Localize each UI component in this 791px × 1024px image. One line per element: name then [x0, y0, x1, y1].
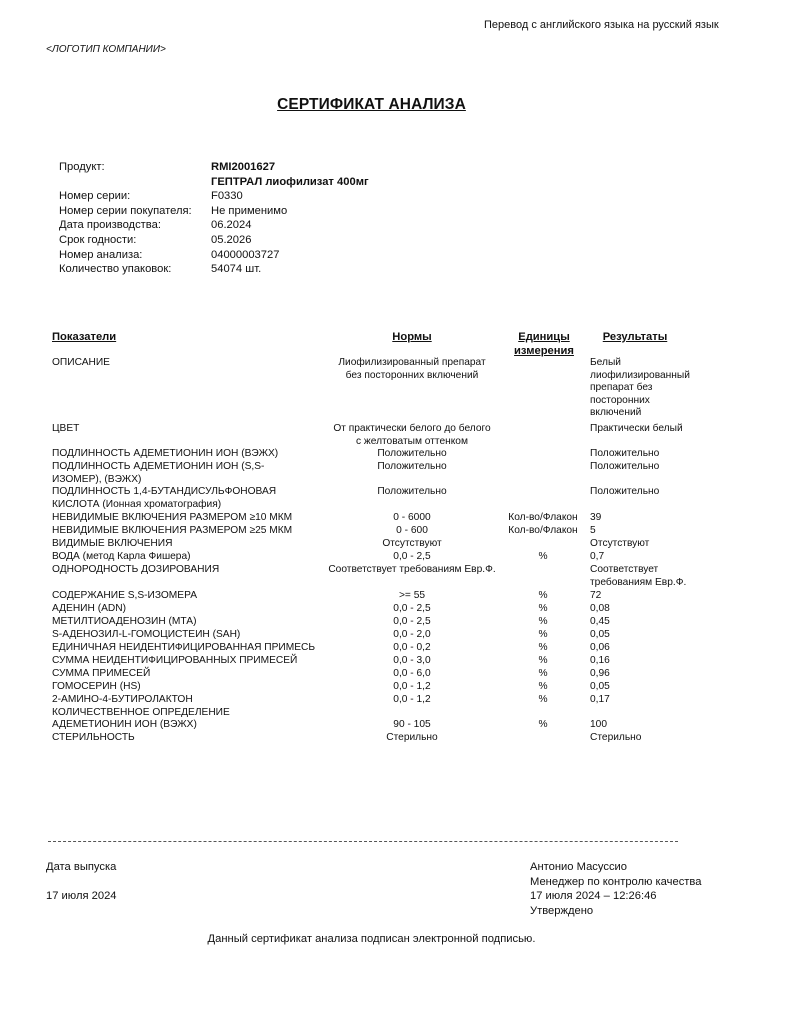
norm-cell: 0,0 - 0,2: [393, 642, 431, 653]
info-value: F0330: [211, 190, 243, 203]
info-label: Количество упаковок:: [59, 263, 172, 276]
norm-cell: 0,0 - 6,0: [393, 668, 431, 679]
info-value: ГЕПТРАЛ лиофилизат 400мг: [211, 175, 369, 188]
unit-cell: %: [538, 629, 548, 640]
result-cell: 0,08: [590, 603, 610, 614]
info-value: 54074 шт.: [211, 263, 262, 276]
header-results: Результаты: [602, 331, 668, 343]
norm-cell: Стерильно: [386, 732, 438, 743]
param-cell: 2-АМИНО-4-БУТИРОЛАКТОН: [52, 694, 193, 705]
unit-cell: Кол-во/Флакон: [508, 512, 578, 523]
info-label: Номер серии:: [59, 190, 131, 203]
norm-cell: Соответствует требованиям Евр.Ф.: [328, 564, 496, 575]
norm-cell: Отсутствуют: [382, 538, 442, 549]
param-cell: НЕВИДИМЫЕ ВКЛЮЧЕНИЯ РАЗМЕРОМ ≥10 МКМ: [52, 512, 293, 523]
param-cell: АДЕНИН (ADN): [52, 603, 126, 614]
result-cell: 0,17: [590, 694, 610, 705]
result-cell: 0,05: [590, 681, 610, 692]
norm-cell: 0,0 - 1,2: [393, 694, 431, 705]
result-cell: 5: [590, 525, 596, 536]
param-cell: ВОДА (метод Карла Фишера): [52, 551, 191, 562]
norm-cell: 0,0 - 2,0: [393, 629, 431, 640]
info-value: RMI2001627: [211, 161, 276, 173]
unit-cell: %: [538, 590, 548, 601]
param-cell: ЕДИНИЧНАЯ НЕИДЕНТИФИЦИРОВАННАЯ ПРИМЕСЬ: [52, 642, 316, 653]
electronic-signature-note: Данный сертификат анализа подписан электронной подписью.: [207, 933, 536, 945]
param-cell: СУММА ПРИМЕСЕЙ: [52, 668, 151, 679]
result-cell: 0,7: [590, 551, 605, 562]
norm-cell: 0,0 - 2,5: [393, 551, 431, 562]
param-cell: СУММА НЕИДЕНТИФИЦИРОВАННЫХ ПРИМЕСЕЙ: [52, 655, 298, 666]
signature-datetime: 17 июля 2024 – 12:26:46: [530, 890, 657, 903]
result-cell: Практически белый: [590, 423, 683, 434]
result-cell: 0,45: [590, 616, 610, 627]
param-cell: ВИДИМЫЕ ВКЛЮЧЕНИЯ: [52, 538, 173, 549]
norm-cell: Положительно: [377, 461, 447, 472]
norm-cell: 0,0 - 1,2: [393, 681, 431, 692]
header-units: Единицы измерения: [514, 331, 574, 357]
company-logo-placeholder: <ЛОГОТИП КОМПАНИИ>: [46, 44, 166, 55]
param-cell: ОПИСАНИЕ: [52, 357, 110, 368]
unit-cell: %: [538, 681, 548, 692]
norm-cell: 0 - 6000: [393, 512, 431, 523]
result-cell: 72: [590, 590, 602, 601]
info-value: 05.2026: [211, 233, 252, 246]
header-parameters: Показатели: [52, 331, 117, 343]
param-cell: СТЕРИЛЬНОСТЬ: [52, 732, 135, 743]
translation-note: Перевод с английского языка на русский язык: [484, 19, 719, 31]
norm-cell: 0 - 600: [396, 525, 428, 536]
info-label: Номер серии покупателя:: [59, 204, 192, 217]
norm-cell: Положительно: [377, 448, 447, 459]
issue-date: 17 июля 2024: [46, 890, 117, 902]
param-cell: СОДЕРЖАНИЕ S,S-ИЗОМЕРА: [52, 590, 198, 601]
param-cell: КОЛИЧЕСТВЕННОЕ ОПРЕДЕЛЕНИЕ: [52, 707, 230, 718]
unit-cell: %: [538, 616, 548, 627]
signatory-position: Менеджер по контролю качества: [530, 875, 702, 888]
param-cell: ПОДЛИННОСТЬ АДЕМЕТИОНИН ИОН (ВЭЖХ): [52, 448, 279, 459]
norm-cell: 0,0 - 2,5: [393, 603, 431, 614]
result-cell: 0,05: [590, 629, 610, 640]
result-cell: Отсутствуют: [590, 538, 650, 549]
separator-line: [48, 841, 678, 845]
unit-cell: %: [538, 694, 548, 705]
unit-cell: %: [538, 655, 548, 666]
unit-cell: %: [538, 551, 548, 562]
param-cell: МЕТИЛТИОАДЕНОЗИН (МТА): [52, 616, 197, 627]
param-cell: ЦВЕТ: [52, 423, 80, 434]
param-cell: ГОМОСЕРИН (HS): [52, 681, 141, 692]
result-cell: Положительно: [590, 448, 660, 459]
norm-cell: 0,0 - 3,0: [393, 655, 431, 666]
param-cell: НЕВИДИМЫЕ ВКЛЮЧЕНИЯ РАЗМЕРОМ ≥25 МКМ: [52, 525, 293, 536]
result-cell: 0,96: [590, 668, 610, 679]
param-cell: S-АДЕНОЗИЛ-L-ГОМОЦИСТЕИН (SAH): [52, 629, 241, 640]
norm-cell: Положительно: [377, 486, 447, 497]
unit-cell: Кол-во/Флакон: [508, 525, 578, 536]
param-cell: АДЕМЕТИОНИН ИОН (ВЭЖХ): [52, 719, 197, 730]
info-label: Номер анализа:: [59, 248, 143, 261]
unit-cell: %: [538, 603, 548, 614]
approval-status: Утверждено: [530, 904, 594, 917]
param-cell: ПОДЛИННОСТЬ АДЕМЕТИОНИН ИОН (S,S-ИЗОМЕР), (ВЭЖХ): [52, 461, 265, 485]
issue-date-label: Дата выпуска: [46, 861, 117, 873]
info-value: 06.2024: [211, 219, 252, 232]
result-cell: Соответствует требованиям Евр.Ф.: [590, 564, 687, 588]
info-value: 04000003727: [211, 248, 280, 261]
unit-cell: %: [538, 668, 548, 679]
result-cell: Белый лиофилизированный препарат без посторонних включений: [590, 357, 690, 419]
result-cell: Положительно: [590, 461, 660, 472]
info-value: Не применимо: [211, 204, 288, 217]
result-cell: 100: [590, 719, 607, 730]
param-cell: ОДНОРОДНОСТЬ ДОЗИРОВАНИЯ: [52, 564, 220, 575]
unit-cell: %: [538, 719, 548, 730]
norm-cell: 90 - 105: [393, 719, 431, 730]
param-cell: ПОДЛИННОСТЬ 1,4-БУТАНДИСУЛЬФОНОВАЯ КИСЛОТА (Ионная хроматография): [52, 486, 277, 510]
signatory-name: Антонио Масуссио: [530, 861, 628, 873]
result-cell: 0,06: [590, 642, 610, 653]
result-cell: Положительно: [590, 486, 660, 497]
result-cell: 39: [590, 512, 602, 523]
info-label: Дата производства:: [59, 219, 161, 232]
header-norms: Нормы: [392, 331, 432, 343]
norm-cell: >= 55: [398, 590, 426, 601]
info-label: Срок годности:: [59, 233, 137, 246]
document-title: СЕРТИФИКАТ АНАЛИЗА: [277, 96, 466, 113]
unit-cell: %: [538, 642, 548, 653]
result-cell: 0,16: [590, 655, 610, 666]
norm-cell: От практически белого до белого с желтоватым оттенком: [333, 423, 491, 447]
result-cell: Стерильно: [590, 732, 642, 743]
norm-cell: Лиофилизированный препарат без посторонних включений: [338, 357, 486, 381]
info-label: Продукт:: [59, 161, 105, 173]
norm-cell: 0,0 - 2,5: [393, 616, 431, 627]
